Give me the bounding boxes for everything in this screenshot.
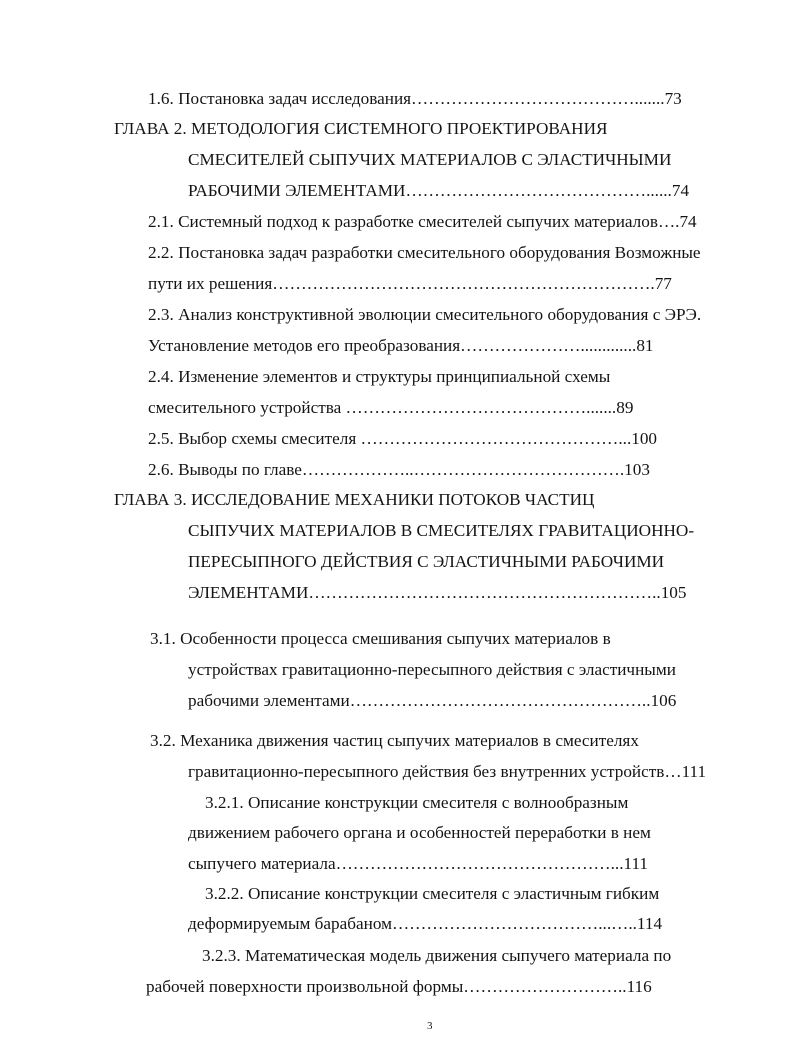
toc-chapter-3-heading-cont: СЫПУЧИХ МАТЕРИАЛОВ В СМЕСИТЕЛЯХ ГРАВИТАЦИОННО- (188, 521, 695, 540)
toc-entry-2-2-cont: пути их решения………………………………………………………….77 (148, 274, 672, 293)
toc-entry-1-6: 1.6. Постановка задач исследования………………………………….......73 (148, 89, 682, 108)
toc-entry-3-2-1: 3.2.1. Описание конструкции смесителя с волнообразным (205, 793, 629, 812)
toc-entry-3-1: 3.1. Особенности процесса смешивания сыпучих материалов в (150, 629, 611, 648)
toc-entry-3-2-3-end: рабочей поверхности произвольной формы………………………..116 (146, 977, 652, 996)
toc-chapter-2-heading-end: РАБОЧИМИ ЭЛЕМЕНТАМИ……………………………………......74 (188, 181, 690, 200)
toc-chapter-2-heading-cont: СМЕСИТЕЛЕЙ СЫПУЧИХ МАТЕРИАЛОВ С ЭЛАСТИЧНЫМИ (188, 150, 672, 169)
toc-chapter-3-heading: ГЛАВА 3. ИССЛЕДОВАНИЕ МЕХАНИКИ ПОТОКОВ ЧАСТИЦ (114, 490, 595, 509)
toc-entry-2-1: 2.1. Системный подход к разработке смесителей сыпучих материалов….74 (148, 212, 697, 231)
toc-entry-2-4: 2.4. Изменение элементов и структуры принципиальной схемы (148, 367, 611, 386)
toc-entry-2-2: 2.2. Постановка задач разработки смесительного оборудования Возможные (148, 243, 701, 262)
toc-entry-3-2-2: 3.2.2. Описание конструкции смесителя с эластичным гибким (205, 884, 660, 903)
toc-entry-3-2-1-cont: движением рабочего органа и особенностей переработки в нем (188, 823, 651, 842)
toc-chapter-2-heading: ГЛАВА 2. МЕТОДОЛОГИЯ СИСТЕМНОГО ПРОЕКТИРОВАНИЯ (114, 119, 608, 138)
toc-entry-3-1-cont: устройствах гравитационно-пересыпного действия с эластичными (188, 660, 676, 679)
toc-entry-3-2: 3.2. Механика движения частиц сыпучих материалов в смесителях (150, 731, 639, 750)
toc-entry-2-3: 2.3. Анализ конструктивной эволюции смесительного оборудования с ЭРЭ. (148, 305, 702, 324)
toc-entry-3-2-3: 3.2.3. Математическая модель движения сыпучего материала по (202, 946, 672, 965)
toc-entry-3-2-1-end: сыпучего материала…………………………………………...111 (188, 854, 649, 873)
toc-chapter-3-heading-end: ЭЛЕМЕНТАМИ……………………………………………………..105 (188, 583, 687, 602)
toc-chapter-3-heading-cont-2: ПЕРЕСЫПНОГО ДЕЙСТВИЯ С ЭЛАСТИЧНЫМИ РАБОЧИМИ (188, 552, 665, 571)
toc-entry-3-1-end: рабочими элементами……………………………………………..106 (188, 691, 677, 710)
page-number: 3 (427, 1020, 433, 1032)
toc-entry-2-4-cont: смесительного устройства …………………………………….......89 (148, 398, 634, 417)
toc-entry-2-3-cont: Установление методов его преобразования………………….............81 (148, 336, 654, 355)
toc-entry-2-6: 2.6. Выводы по главе………………..……………………………….103 (148, 460, 650, 479)
toc-entry-3-2-2-end: деформируемым барабаном………………………………...…..114 (188, 914, 663, 933)
toc-entry-2-5: 2.5. Выбор схемы смесителя ………………………………………...100 (148, 429, 658, 448)
toc-entry-3-2-cont: гравитационно-пересыпного действия без внутренних устройств…111 (188, 762, 707, 781)
